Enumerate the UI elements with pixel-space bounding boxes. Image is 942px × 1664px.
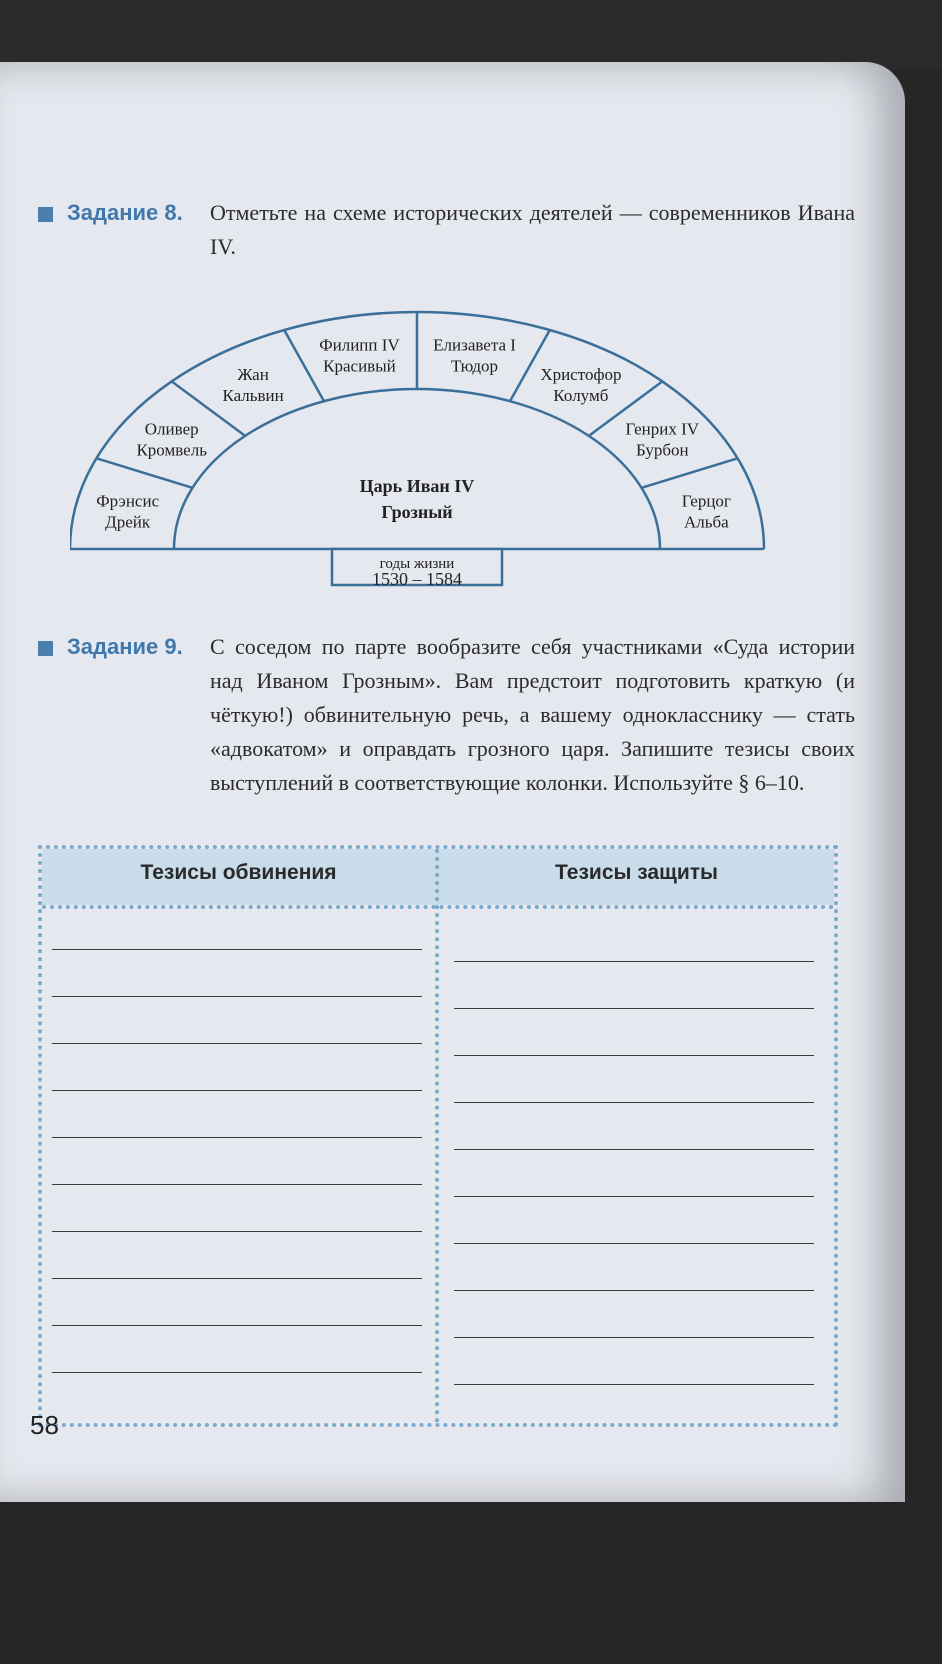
segment-label: Кальвин xyxy=(222,385,284,405)
task-9 xyxy=(38,630,868,840)
segment-label: Филипп IV xyxy=(319,335,400,355)
defense-header: Тезисы защиты xyxy=(555,861,718,884)
segment-label: Фрэнсис xyxy=(96,491,160,511)
segment-label: Тюдор xyxy=(451,356,499,376)
inner-arc xyxy=(174,389,660,549)
contemporaries-arc-diagram xyxy=(70,306,780,588)
center-title-line2: Грозный xyxy=(381,502,453,522)
writing-line[interactable] xyxy=(454,1196,814,1197)
writing-line[interactable] xyxy=(52,996,422,997)
segment-label: Елизавета I xyxy=(433,335,516,355)
writing-line[interactable] xyxy=(454,1337,814,1338)
writing-line[interactable] xyxy=(52,1325,422,1326)
task-8-label: Задание 8. xyxy=(67,200,183,225)
writing-line[interactable] xyxy=(52,1278,422,1279)
writing-line[interactable] xyxy=(52,1137,422,1138)
bullet-square-icon xyxy=(38,641,53,656)
task-8-text: Отметьте на схеме исторических деятелей — современников Ивана IV. xyxy=(210,200,855,259)
writing-line[interactable] xyxy=(52,1043,422,1044)
writing-line[interactable] xyxy=(52,1184,422,1185)
writing-line[interactable] xyxy=(454,1243,814,1244)
writing-line[interactable] xyxy=(52,949,422,950)
years-value: 1530 – 1584 xyxy=(372,569,462,588)
segment-divider xyxy=(284,330,324,401)
segment-label: Альба xyxy=(683,512,729,532)
theses-table xyxy=(38,845,838,1427)
writing-line[interactable] xyxy=(52,1090,422,1091)
bullet-square-icon xyxy=(38,207,53,222)
background-top xyxy=(0,0,942,70)
writing-line[interactable] xyxy=(454,1384,814,1385)
segment-label: Генрих IV xyxy=(625,419,700,439)
segment-divider xyxy=(642,458,738,487)
writing-line[interactable] xyxy=(52,1231,422,1232)
segment-label: Герцог xyxy=(681,491,731,511)
task-8 xyxy=(38,196,868,276)
segment-divider xyxy=(96,458,192,487)
page-number: 58 xyxy=(30,1410,59,1440)
segment-label: Оливер xyxy=(144,419,199,439)
segment-label: Бурбон xyxy=(635,440,689,460)
segment-label: Христофор xyxy=(540,364,622,384)
years-label: годы жизни xyxy=(379,556,455,572)
writing-line[interactable] xyxy=(454,1290,814,1291)
writing-line[interactable] xyxy=(454,1008,814,1009)
task-9-label: Задание 9. xyxy=(67,634,183,659)
task-9-text: С соседом по парте вообразите себя участниками «Суда истории над Иваном Грозным». Вам предстоит подготовить краткую (и чёткую!) обвинительную речь, а вашему однокласснику — стать «адвокатом» и оправдать грозного царя. Запишите тезисы своих выступлений в соответствующие колонки. Используйте § 6–10. xyxy=(210,634,855,795)
writing-line[interactable] xyxy=(52,1372,422,1373)
writing-line[interactable] xyxy=(454,961,814,962)
writing-line[interactable] xyxy=(454,1149,814,1150)
segment-label: Колумб xyxy=(553,385,609,405)
column-divider xyxy=(435,849,439,1423)
writing-line[interactable] xyxy=(454,1102,814,1103)
prosecution-header: Тезисы обвинения xyxy=(140,861,337,884)
writing-line[interactable] xyxy=(454,1055,814,1056)
segment-label: Дрейк xyxy=(105,512,151,532)
center-title-line1: Царь Иван IV xyxy=(359,476,475,496)
segment-label: Кромвель xyxy=(136,440,207,460)
segment-label: Красивый xyxy=(323,356,396,376)
segment-label: Жан xyxy=(237,364,269,384)
